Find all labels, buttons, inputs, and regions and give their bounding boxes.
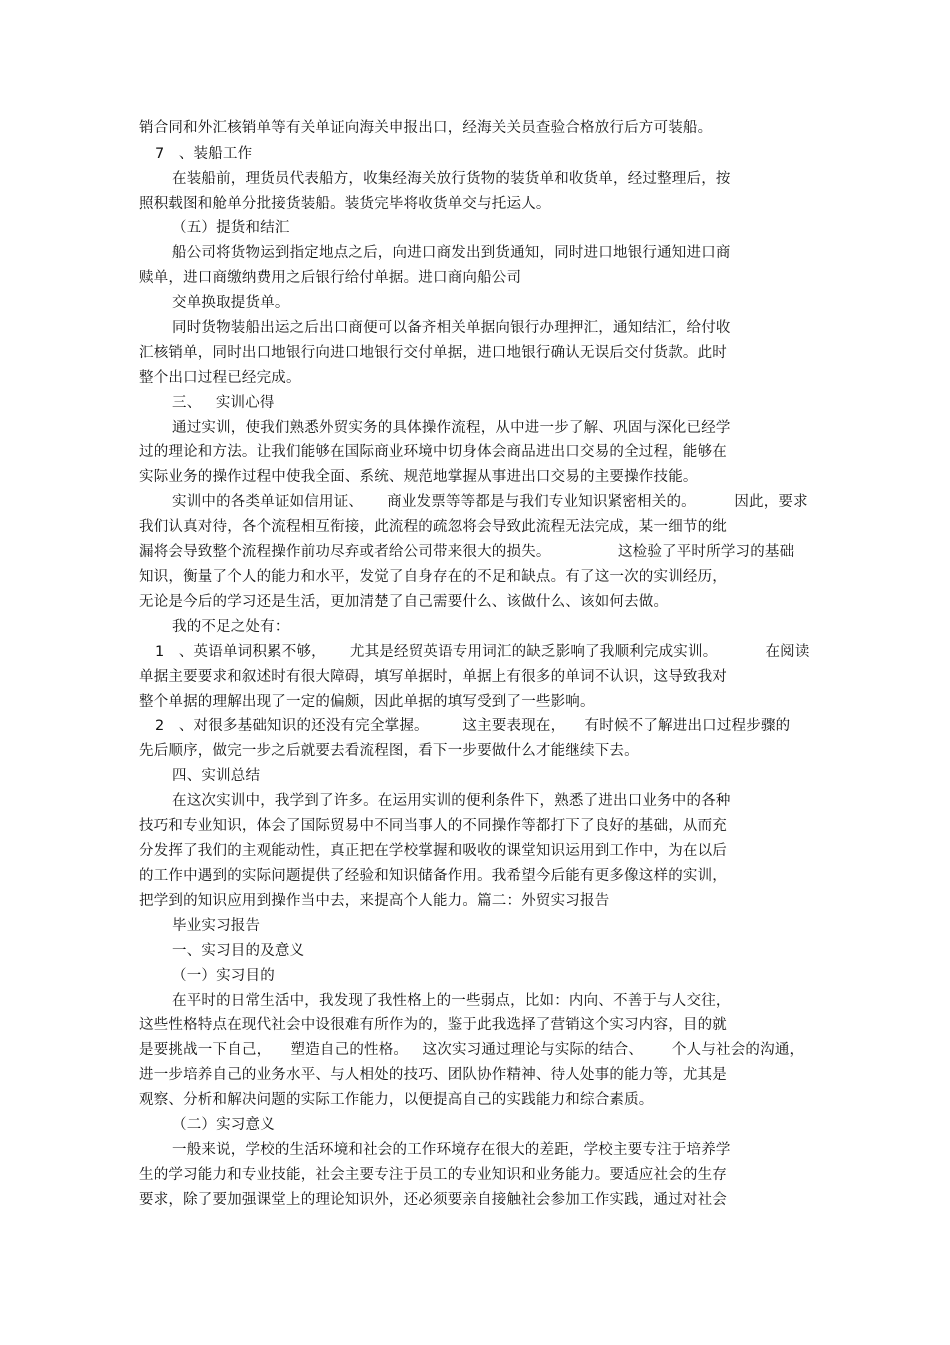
- report-title: 毕业实习报告: [172, 918, 261, 934]
- body-line: 先后顺序，做完一步之后就要去看流程图，看下一步要做什么才能继续下去。: [139, 743, 639, 759]
- body-line: 漏将会导致整个流程操作前功尽弃或者给公司带来很大的损失。 这检验了平时所学习的基础: [139, 544, 795, 560]
- body-line: 要求，除了要加强课堂上的理论知识外，还必须要亲自接触社会参加工作实践，通过对社会: [139, 1192, 727, 1208]
- body-line: 我们认真对待，各个流程相互衔接，此流程的疏忽将会导致此流程无法完成，某一细节的纰: [139, 519, 727, 535]
- body-line: 交单换取提货单。: [172, 295, 290, 311]
- subsection-heading-1: （一）实习目的: [172, 968, 275, 984]
- body-line: 照积载图和舱单分批接货装船。装货完毕将收货单交与托运人。: [139, 196, 551, 212]
- body-line: 的工作中遇到的实际问题提供了经验和知识储备作用。我希望今后能有更多像这样的实训，: [139, 868, 727, 884]
- body-line: 这些性格特点在现代社会中设很难有所作为的，鉴于此我选择了营销这个实习内容，目的就: [139, 1017, 727, 1033]
- paragraph-first-line: 在平时的日常生活中，我发现了我性格上的一些弱点，比如：内向、不善于与人交往，: [172, 993, 731, 1009]
- paragraph-first-line: 在这次实训中，我学到了许多。在运用实训的便利条件下，熟悉了进出口业务中的各种: [172, 793, 731, 809]
- body-line: 整个单据的理解出现了一定的偏颇，因此单据的填写受到了一些影响。: [139, 694, 595, 710]
- body-line: 实际业务的操作过程中使我全面、系统、规范地掌握从事进出口交易的主要操作技能。: [139, 469, 698, 485]
- section-heading-1: 一、实习目的及意义: [172, 943, 305, 959]
- section-heading-5: （五）提货和结汇: [172, 220, 290, 236]
- body-line: 进一步培养自己的业务水平、与人相处的技巧、团队协作精神、待人处事的能力等，尤其是: [139, 1067, 727, 1083]
- body-line: 赎单，进口商缴纳费用之后银行给付单据。进口商向船公司: [139, 270, 522, 286]
- body-line: 过的理论和方法。让我们能够在国际商业环境中切身体会商品进出口交易的全过程，能够在: [139, 444, 727, 460]
- paragraph-first-line: 在装船前，理货员代表船方，收集经海关放行货物的装货单和收货单，经过整理后，按: [172, 171, 731, 187]
- list-item-1: 1 、英语单词积累不够， 尤其是经贸英语专用词汇的缺乏影响了我顺利完成实训。 在阅读: [155, 644, 810, 660]
- body-line: 无论是今后的学习还是生活，更加清楚了自己需要什么、该做什么、该如何去做。: [139, 594, 669, 610]
- subsection-heading-2: （二）实习意义: [172, 1117, 275, 1133]
- paragraph-first-line: 一般来说，学校的生活环境和社会的工作环境存在很大的差距，学校主要专注于培养学: [172, 1142, 731, 1158]
- body-line: 整个出口过程已经完成。: [139, 370, 301, 386]
- body-line: 销合同和外汇核销单等有关单证向海关申报出口，经海关关员查验合格放行后方可装船。: [139, 120, 713, 136]
- body-line: 把学到的知识应用到操作当中去，来提高个人能力。篇二：外贸实习报告: [139, 893, 610, 909]
- body-line: 技巧和专业知识，体会了国际贸易中不同当事人的不同操作等都打下了良好的基础，从而充: [139, 818, 727, 834]
- paragraph-first-line: 通过实训，使我们熟悉外贸实务的具体操作流程，从中进一步了解、巩固与深化已经学: [172, 420, 731, 436]
- body-line: 单据主要要求和叙述时有很大障碍，填写单据时，单据上有很多的单词不认识，这导致我对: [139, 669, 727, 685]
- body-line: 生的学习能力和专业技能，社会主要专注于员工的专业知识和业务能力。要适应社会的生存: [139, 1167, 727, 1183]
- section-heading-4: 四、实训总结: [172, 768, 261, 784]
- list-item-2: 2 、对很多基础知识的还没有完全掌握。 这主要表现在， 有时候不了解进出口过程步骤的: [155, 718, 791, 734]
- body-line: 汇核销单，同时出口地银行向进口地银行交付单据，进口地银行确认无误后交付货款。此时: [139, 345, 727, 361]
- section-heading-3: 三、 实训心得: [172, 395, 275, 411]
- paragraph-first-line: 实训中的各类单证如信用证、 商业发票等等都是与我们专业知识紧密相关的。 因此，要求: [172, 494, 808, 510]
- list-intro: 我的不足之处有：: [172, 619, 290, 635]
- body-line: 知识，衡量了个人的能力和水平，发觉了自身存在的不足和缺点。有了这一次的实训经历，: [139, 569, 727, 585]
- body-line: 观察、分析和解决问题的实际工作能力，以便提高自己的实践能力和综合素质。: [139, 1092, 654, 1108]
- body-line: 分发挥了我们的主观能动性，真正把在学校掌握和吸收的课堂知识运用到工作中，为在以后: [139, 843, 727, 859]
- paragraph-first-line: 同时货物装船出运之后出口商便可以备齐相关单据向银行办理押汇，通知结汇，给付收: [172, 320, 731, 336]
- body-line: 是要挑战一下自己， 塑造自己的性格。 这次实习通过理论与实际的结合、 个人与社会的沟通，: [139, 1042, 805, 1058]
- paragraph-first-line: 船公司将货物运到指定地点之后，向进口商发出到货通知，同时进口地银行通知进口商: [172, 245, 731, 261]
- numbered-heading-7: 7 、装船工作: [155, 146, 253, 162]
